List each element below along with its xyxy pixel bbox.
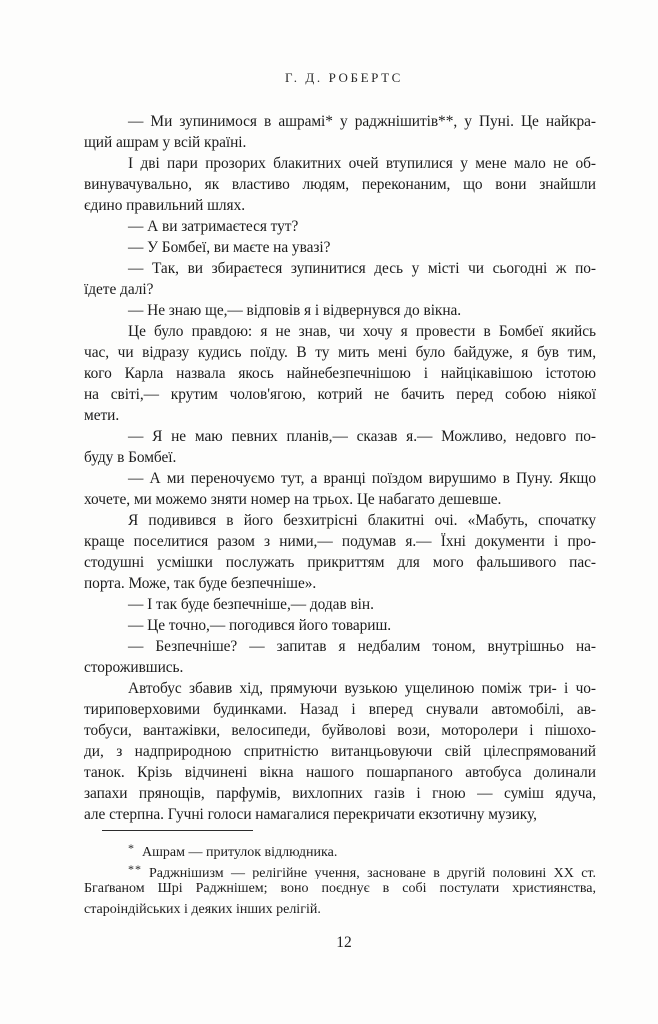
text-line: порта. Може, так буде безпечніше». [84, 575, 317, 592]
footnote-line: староіндійських і деяких інших релігій. [84, 901, 321, 917]
text-line: буду в Бомбеї. [84, 449, 177, 466]
text-line: кого Карла назвала якось найнебезпечнішою і найцікавішою істотою [84, 365, 596, 382]
text-line: танок. Крізь відчинені вікна нашого пошарпаного автобуса долинали [84, 764, 596, 781]
text-line: — У Бомбеї, ви маєте на увазі? [128, 239, 331, 256]
footnote-marker: ** [128, 861, 142, 876]
footnote-separator-rule [102, 830, 253, 831]
footnote-line: * Ашрам — притулок відлюдника. [84, 838, 596, 859]
text-line: щий ашрам у всій країні. [84, 134, 247, 151]
text-line: винувачувально, як властиво людям, переконаним, що вони знайшли [84, 176, 596, 193]
text-line: Я подивився в його безхитрісні блакитні очі. «Мабуть, спочатку [128, 512, 596, 529]
text-line: Це було правдою: я не знав, чи хочу я провести в Бомбеї якийсь [128, 323, 596, 340]
text-line: — Це точно,— погодився його товариш. [128, 617, 392, 634]
running-header: Г. Д. РОБЕРТС [285, 70, 403, 85]
text-line: сторожившись. [84, 659, 184, 676]
footnote-line: ** Раджнішизм — релігійне учення, засноване в другій половині XX ст. [84, 859, 596, 880]
text-line: — І так буде безпечніше,— додав він. [128, 596, 374, 613]
text-line: — Я не маю певних планів,— сказав я.— Можливо, недовго по- [128, 428, 596, 445]
text-line: час, чи відразу кудись поїду. В ту мить мені було байдуже, я був тим, [84, 344, 596, 361]
footnote-marker: * [128, 841, 135, 855]
text-line: але стерпна. Гучні голоси намагалися перекричати екзотичну музику, [84, 806, 537, 823]
text-line: — Ми зупинимося в ашрамі* у раджнішитів**, у Пуні. Це найкра- [128, 113, 596, 130]
text-line: — А ми переночуємо тут, а вранці поїздом вирушимо в Пуну. Якщо [128, 470, 596, 487]
text-line: єдино правильний шлях. [84, 197, 246, 214]
text-line: краще поселитися разом з ними,— подумав я.— Їхні документи і про- [84, 533, 596, 550]
text-line: — Не знаю ще,— відповів я і відвернувся до вікна. [128, 302, 462, 319]
text-line: запахи прянощів, парфумів, вихлопних газів і гною — суміш ядуча, [84, 785, 596, 802]
text-line: І дві пари прозорих блакитних очей втупилися у мене мало не об- [128, 155, 596, 172]
body-text [84, 111, 596, 825]
text-line: ди, з надприродною спритністю витанцьовуючи свій цілеспрямований [84, 743, 596, 760]
page-number: 12 [336, 934, 352, 951]
text-line: — Безпечніше? — запитав я недбалим тоном, внутрішньо на- [128, 638, 596, 655]
text-line: стодушні усмішки послужать прикриттям для мого фальшивого пас- [84, 554, 596, 571]
text-line: тириповерховими будинками. Назад і вперед снували автомобілі, ав- [84, 701, 596, 718]
text-line: тобуси, вантажівки, велосипеди, буйволові вози, моторолери і пішохо- [84, 722, 596, 739]
footnote-line: Бгаґваном Шрі Раджнішем; воно поєднує в собі постулати християнства, [84, 881, 596, 896]
text-line: хочете, ми можемо зняти номер на трьох. Це набагато дешевше. [84, 491, 502, 508]
footnotes [84, 838, 596, 920]
text-line: — А ви затримаєтеся тут? [128, 218, 299, 235]
text-line: Автобус збавив хід, прямуючи вузькою ущелиною поміж три- і чо- [128, 680, 596, 697]
text-line: їдете далі? [84, 281, 154, 298]
text-line: на світі,— крутим чолов'ягою, котрий не бачить перед собою ніякої [84, 386, 596, 403]
text-line: — Так, ви збираєтеся зупинитися десь у місті чи сьогодні ж по- [128, 260, 596, 277]
text-line: мети. [84, 407, 120, 424]
